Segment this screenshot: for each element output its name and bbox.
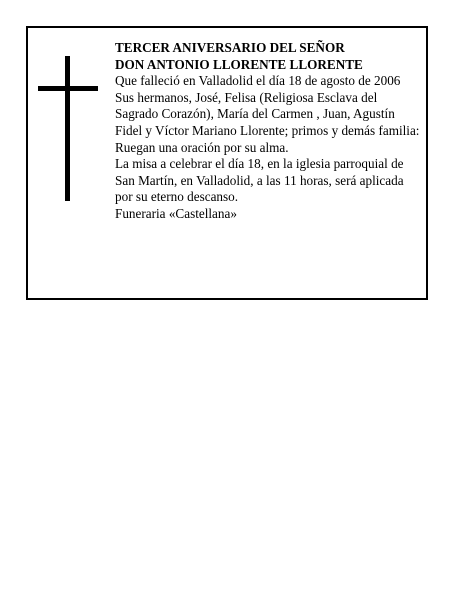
prayer-request: Ruegan una oración por su alma. [115,139,289,155]
death-date-line: Que falleció en Valladolid el día 18 de agosto de 2006 [115,73,401,89]
family-paragraph: Sus hermanos, José, Felisa (Religiosa Esclava del Sagrado Corazón), María del Carmen , Juan, Agustín Fidel y Víctor Mariano Llorente; primos y demás familia: [115,89,420,138]
notice-text [115,40,421,223]
funeral-home: Funeraria «Castellana» [115,205,237,221]
cross-vertical-bar [65,56,70,201]
cross-icon [38,56,100,201]
cross-horizontal-bar [38,86,98,91]
notice-title-line-2: DON ANTONIO LLORENTE LLORENTE [115,56,363,72]
obituary-notice [26,26,428,300]
mass-details: La misa a celebrar el día 18, en la iglesia parroquial de San Martín, en Valladolid, a las 11 horas, será aplicada por su eterno descanso. [115,156,404,205]
notice-title-line-1: TERCER ANIVERSARIO DEL SEÑOR [115,40,345,55]
